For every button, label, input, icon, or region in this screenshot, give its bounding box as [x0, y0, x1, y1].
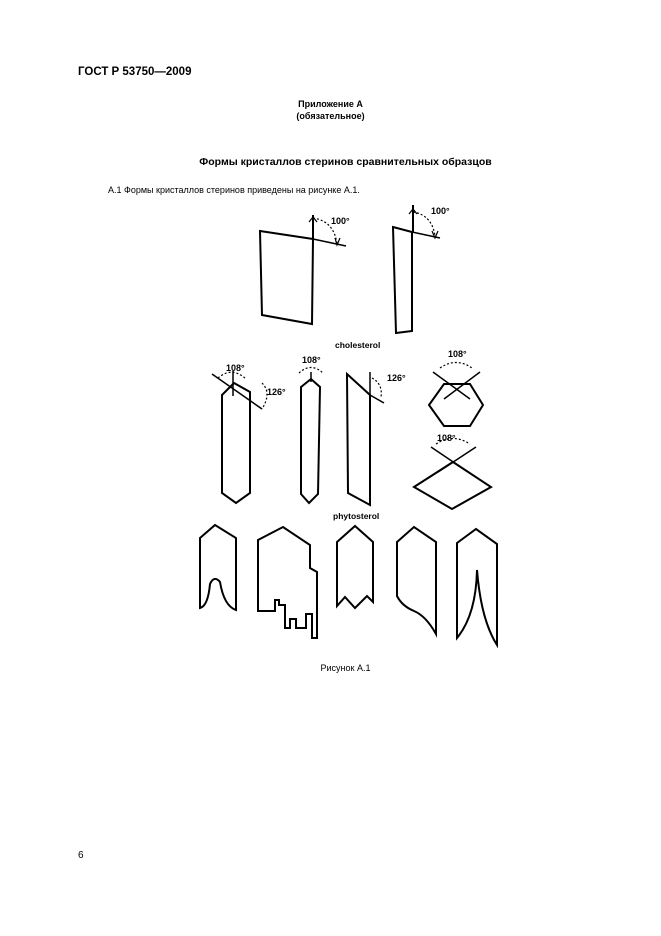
phytosterol-hexagon — [429, 363, 483, 427]
crystal-bottom-4 — [397, 527, 436, 634]
angle-label-1: 100° — [331, 216, 350, 226]
angle-label-3: 108° — [226, 363, 245, 373]
cholesterol-crystal-2 — [393, 205, 440, 333]
phytosterol-rhombus — [414, 439, 491, 510]
angle-label-5: 108° — [302, 355, 321, 365]
page-number: 6 — [78, 850, 84, 861]
annex-title: Приложение А — [298, 99, 363, 109]
angle-label-2: 100° — [431, 206, 450, 216]
cholesterol-crystal-1 — [260, 215, 346, 324]
figure-caption: Рисунок А.1 — [320, 663, 371, 673]
angle-label-4: 126° — [267, 387, 286, 397]
phytosterol-crystal-1 — [212, 371, 267, 503]
paragraph-a1: А.1 Формы кристаллов стеринов приведены на рисунке А.1. — [108, 185, 360, 195]
crystal-bottom-3 — [337, 526, 373, 608]
phytosterol-crystal-2 — [299, 368, 323, 504]
phytosterol-crystal-3 — [347, 372, 384, 505]
crystal-bottom-1 — [200, 525, 236, 610]
phytosterol-label: phytosterol — [333, 511, 380, 521]
document-header: ГОСТ Р 53750—2009 — [78, 66, 192, 78]
crystal-bottom-2 — [258, 527, 317, 638]
crystal-bottom-5 — [457, 529, 497, 645]
cholesterol-label: cholesterol — [335, 340, 381, 350]
angle-label-8: 108° — [437, 433, 456, 443]
angle-label-7: 108° — [448, 349, 467, 359]
annex-status: (обязательное) — [296, 111, 365, 121]
angle-label-6: 126° — [387, 373, 406, 383]
section-title: Формы кристаллов стеринов сравнительных образцов — [199, 156, 492, 168]
